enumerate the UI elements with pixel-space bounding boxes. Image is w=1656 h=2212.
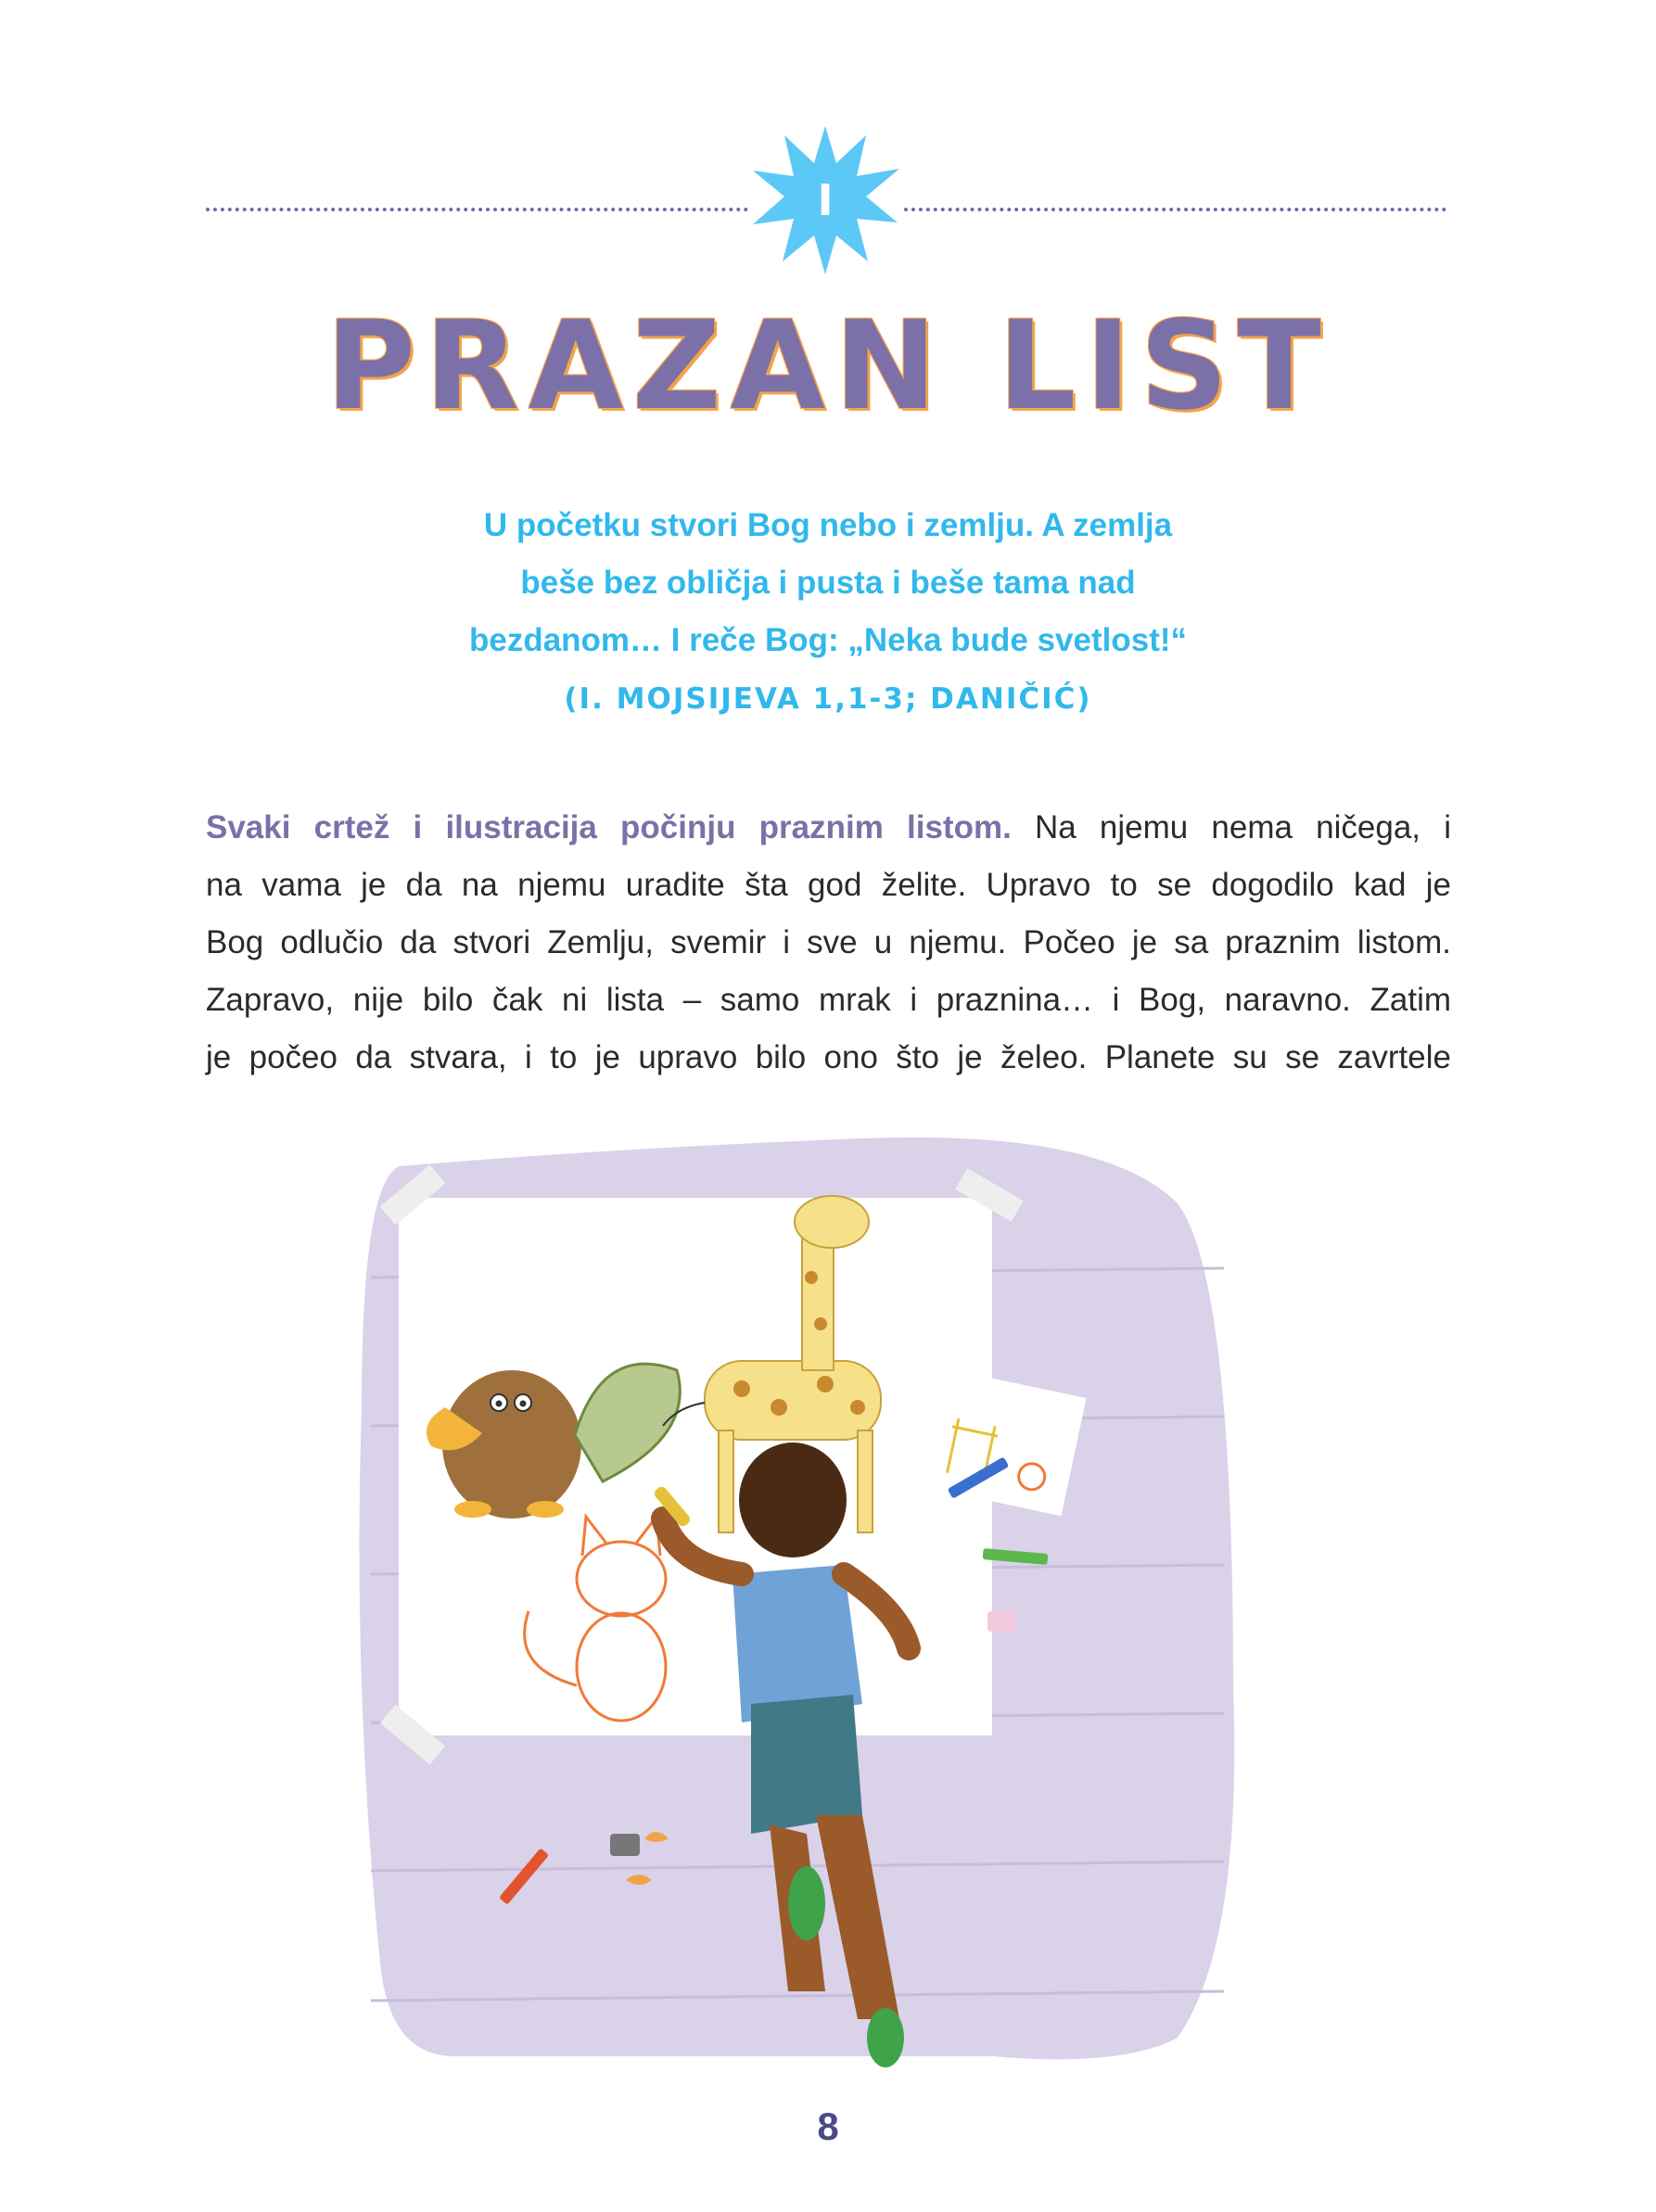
chapter-number: I — [817, 175, 834, 225]
body-line: na vama je da na njemu uradite šta god želite. Upravo to se dogodilo kad je — [206, 867, 1451, 903]
body-line: Bog odlučio da stvori Zemlju, svemir i sve u njemu. Počeo je sa praznim listom. — [206, 924, 1451, 960]
eraser — [987, 1611, 1015, 1632]
header-rule-right — [904, 208, 1446, 211]
chapter-star-badge — [747, 122, 903, 278]
body-lead-sentence: Svaki crtež i ilustracija počinju praznim listom. — [206, 809, 1012, 845]
body-line-rest: Na njemu nema ničega, i — [1011, 809, 1451, 845]
quote-line: U početku stvori Bog nebo i zemlju. A zemlja — [483, 507, 1173, 543]
body-line: je počeo da stvara, i to je upravo bilo ono što je želeo. Planete su se zavrtele — [206, 1039, 1451, 1075]
body-paragraph — [206, 799, 1451, 1087]
pencil-sharpener — [610, 1834, 640, 1856]
quote-reference: (I. MOJSIJEVA 1,1-3; DANIČIĆ) — [564, 682, 1092, 716]
chapter-title: PRAZAN LIST — [325, 295, 1331, 438]
page-number: 8 — [817, 2104, 839, 2148]
body-line: Zapravo, nije bilo čak ni lista – samo mrak i praznina… i Bog, naravno. Zatim — [206, 982, 1451, 1018]
scripture-quote — [364, 497, 1292, 669]
illustration — [343, 1129, 1252, 2067]
quote-line: bezdanom… I reče Bog: „Neka bude svetlost!“ — [468, 622, 1188, 658]
illustration-scene — [343, 1129, 1252, 2067]
header-rule-left — [206, 208, 748, 211]
body-line — [206, 799, 1451, 857]
quote-line: beše bez obličja i pusta i beše tama nad — [520, 565, 1136, 601]
